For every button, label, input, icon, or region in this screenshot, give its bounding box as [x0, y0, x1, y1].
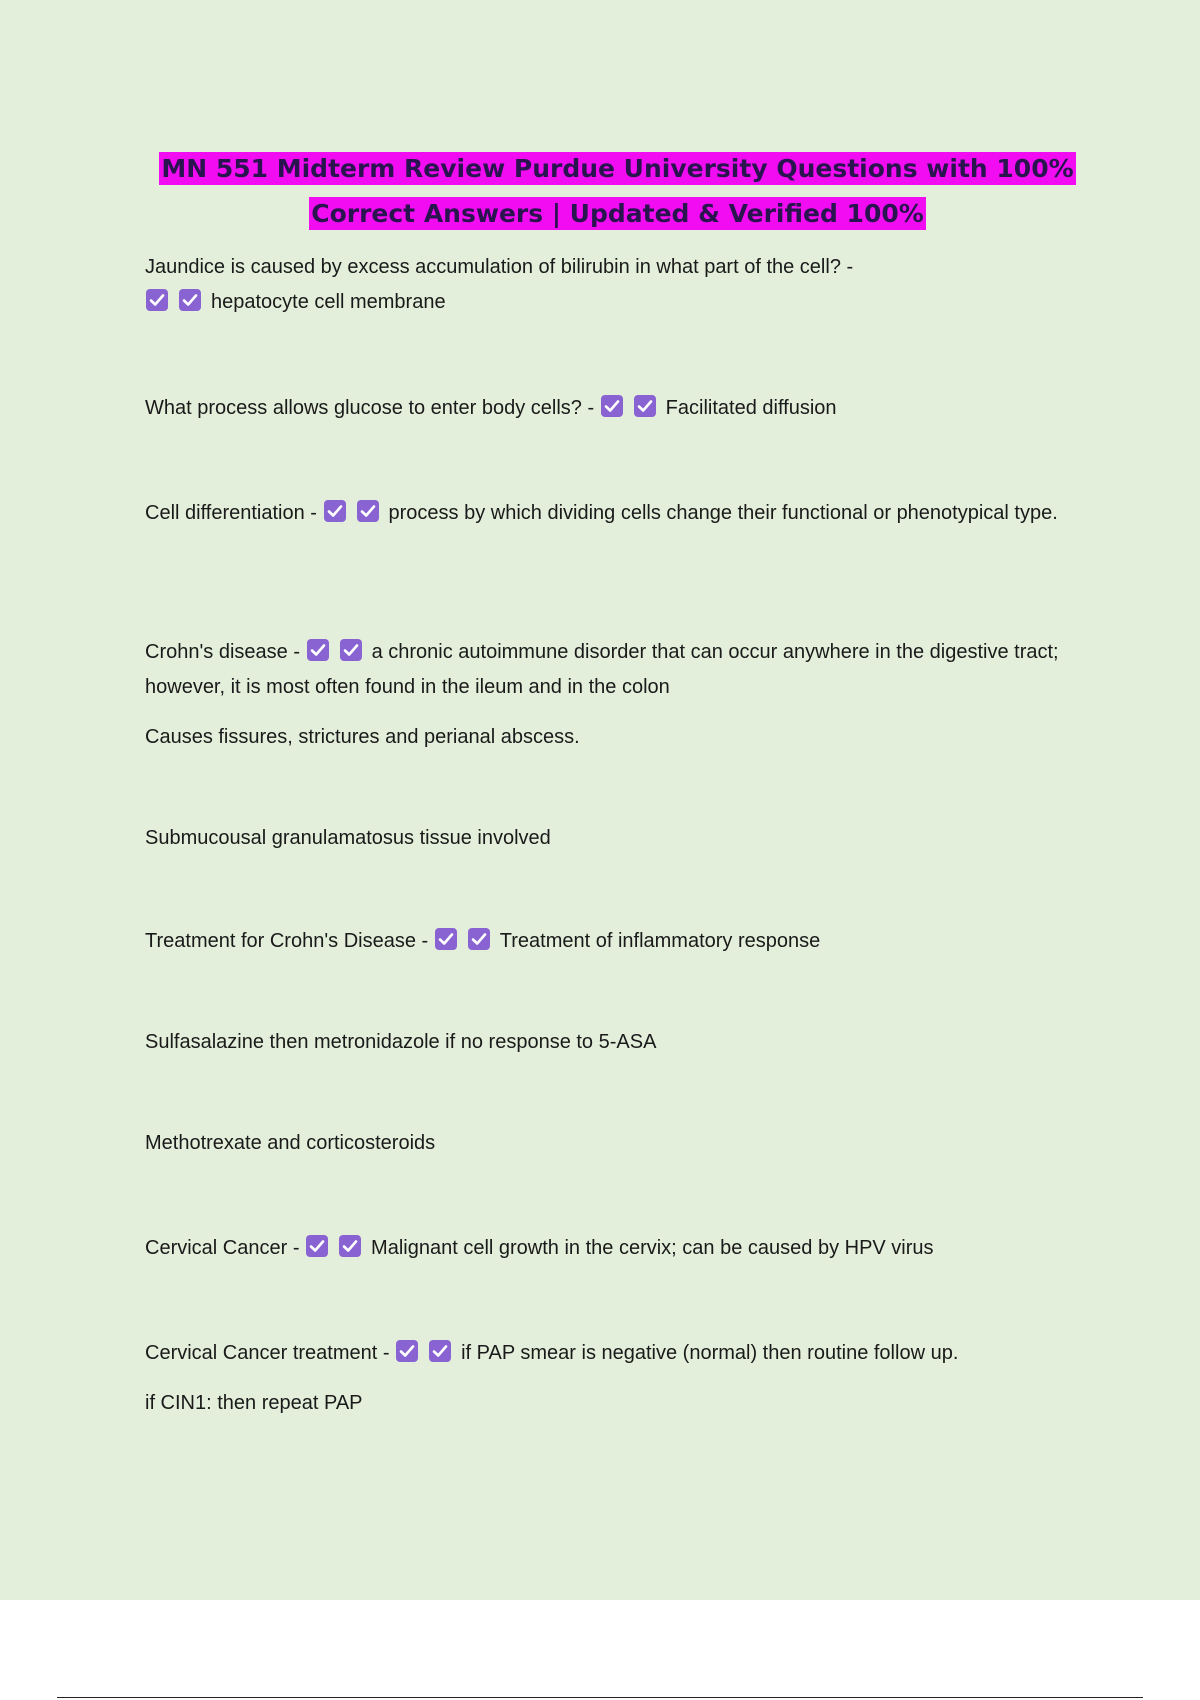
qa-item-cervical-cancer-treatment: [145, 1336, 1065, 1371]
qa-item-glucose: [145, 391, 1065, 426]
question-text: Crohn's disease -: [145, 641, 300, 663]
answer-text: Treatment of inflammatory response: [499, 930, 821, 952]
check-box-icon: [633, 394, 657, 418]
question-text: Jaundice is caused by excess accumulation of bilirubin in what part of the cell? -: [145, 256, 854, 278]
qa-item-crohns-treatment: [145, 924, 1065, 959]
answer-text: Facilitated diffusion: [665, 397, 837, 419]
question-text: What process allows glucose to enter body cells? -: [145, 397, 595, 419]
question-text: Cell differentiation -: [145, 502, 317, 524]
check-box-icon: [600, 394, 624, 418]
check-box-icon: [434, 927, 458, 951]
question-text: Cervical Cancer treatment -: [145, 1342, 390, 1364]
check-box-icon: [339, 638, 363, 662]
check-box-icon: [178, 288, 202, 312]
title-line-2: Correct Answers | Updated & Verified 100%: [311, 199, 924, 228]
answer-text: process by which dividing cells change their functional or phenotypical type.: [388, 502, 1058, 524]
check-box-icon: [306, 638, 330, 662]
title-line-1: MN 551 Midterm Review Purdue University Questions with 100%: [161, 154, 1074, 183]
note-text: Sulfasalazine then metronidazole if no response to 5-ASA: [145, 1031, 657, 1053]
qa-item-jaundice: [145, 250, 1065, 320]
check-box-icon: [145, 288, 169, 312]
qa-item-cervical-cancer: [145, 1231, 1065, 1266]
check-box-icon: [323, 499, 347, 523]
note-text: Submucousal granulamatosus tissue involved: [145, 827, 551, 849]
question-text: Treatment for Crohn's Disease -: [145, 930, 429, 952]
check-box-icon: [467, 927, 491, 951]
check-box-icon: [428, 1339, 452, 1363]
document-title: [140, 146, 1095, 236]
answer-text: Malignant cell growth in the cervix; can be caused by HPV virus: [371, 1237, 934, 1259]
note-text: if CIN1: then repeat PAP: [145, 1392, 363, 1414]
answer-text: hepatocyte cell membrane: [211, 291, 446, 313]
qa-item-cell-differentiation: [145, 496, 1065, 531]
question-text: Cervical Cancer -: [145, 1237, 300, 1259]
note-text: Methotrexate and corticosteroids: [145, 1132, 436, 1154]
check-box-icon: [305, 1234, 329, 1258]
answer-text: a chronic autoimmune disorder that can occur anywhere in the digestive tract; however, it is most often found in the ileum and in the colon: [145, 641, 1059, 698]
note-text: Causes fissures, strictures and perianal abscess.: [145, 726, 580, 748]
footer-divider: [57, 1697, 1143, 1698]
qa-item-crohns: [145, 635, 1065, 705]
check-box-icon: [356, 499, 380, 523]
check-box-icon: [338, 1234, 362, 1258]
answer-text: if PAP smear is negative (normal) then routine follow up.: [461, 1342, 959, 1364]
check-box-icon: [395, 1339, 419, 1363]
